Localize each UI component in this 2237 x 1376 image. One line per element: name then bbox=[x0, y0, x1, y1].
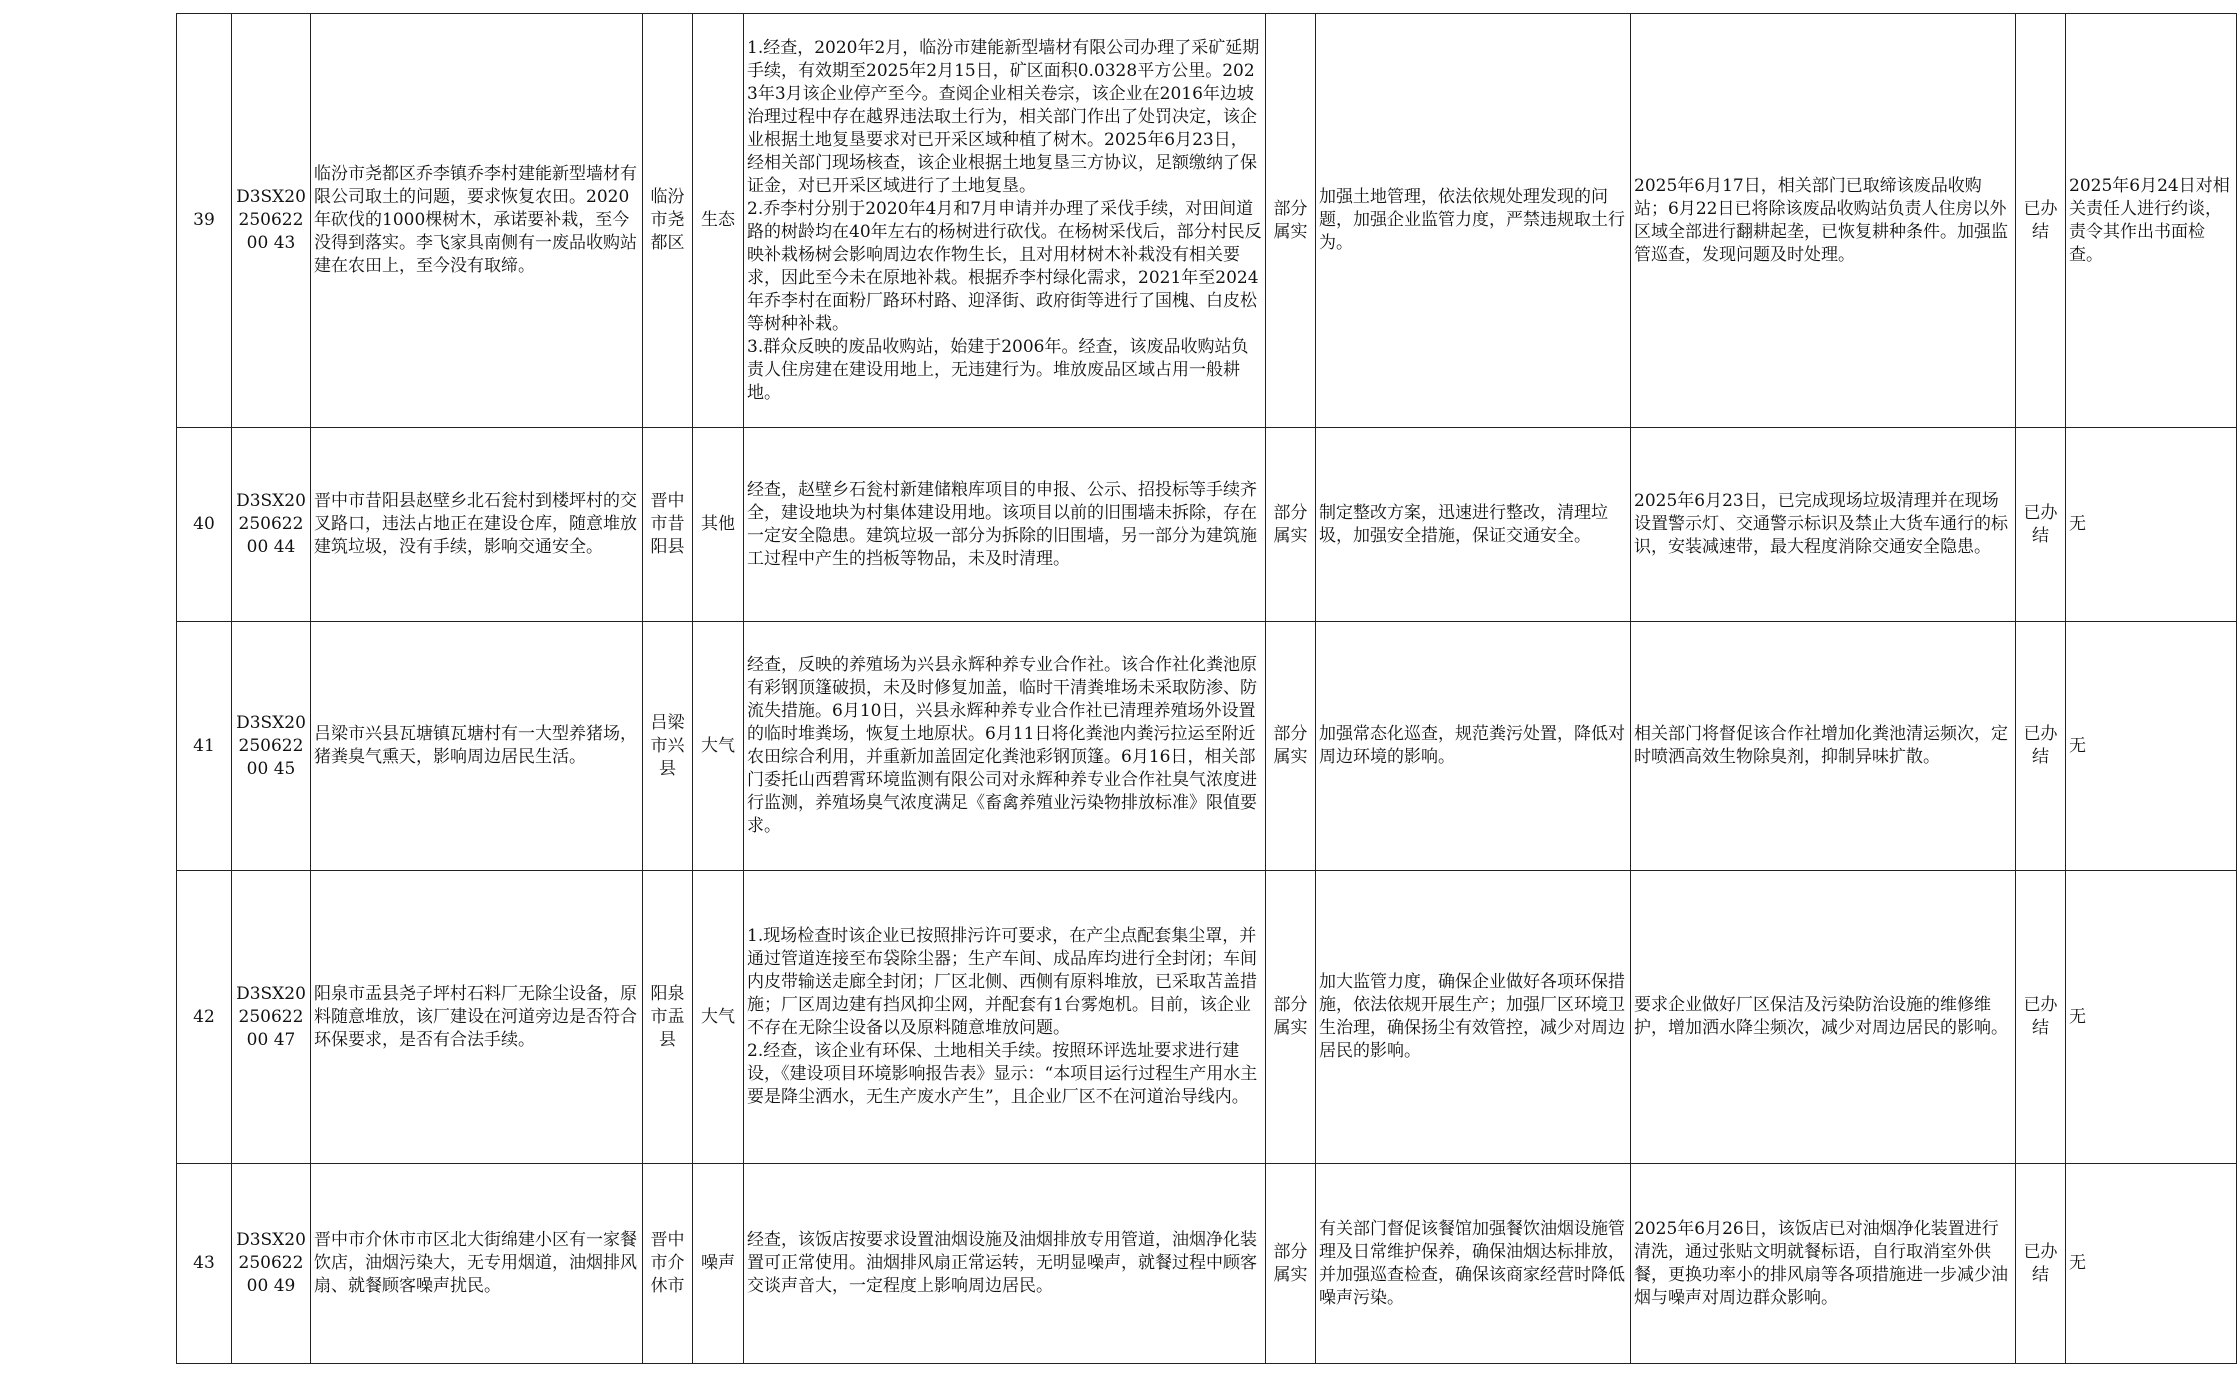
rectification-progress: 要求企业做好厂区保洁及污染防治设施的维修维护，增加洒水降尘频次，减少对周边居民的影响。 bbox=[1631, 871, 2016, 1164]
table-row bbox=[177, 1164, 2237, 1364]
rectification-progress: 2025年6月26日，该饭店已对油烟净化装置进行清洗，通过张贴文明就餐标语，自行取消室外供餐，更换功率小的排风扇等各项措施进一步减少油烟与噪声对周边群众影响。 bbox=[1631, 1164, 2016, 1364]
pollution-category: 其他 bbox=[693, 428, 744, 622]
table-row bbox=[177, 871, 2237, 1164]
investigation-result: 经查，该饭店按要求设置油烟设施及油烟排放专用管道，油烟净化装置可正常使用。油烟排风扇正常运转，无明显噪声，就餐过程中顾客交谈声音大，一定程度上影响周边居民。 bbox=[744, 1164, 1266, 1364]
rectification-measures: 加大监管力度，确保企业做好各项环保措施，依法依规开展生产；加强厂区环境卫生治理，确保扬尘有效管控，减少对周边居民的影响。 bbox=[1316, 871, 1631, 1164]
handling-status: 已办结 bbox=[2016, 871, 2066, 1164]
complaint-content: 吕梁市兴县瓦塘镇瓦塘村有一大型养猪场，猪粪臭气熏天，影响周边居民生活。 bbox=[311, 622, 643, 871]
accountability: 无 bbox=[2066, 428, 2237, 622]
complaint-content: 晋中市介休市市区北大街绵建小区有一家餐饮店，油烟污染大，无专用烟道，油烟排风扇、就餐顾客噪声扰民。 bbox=[311, 1164, 643, 1364]
investigation-result: 经查，赵壁乡石瓮村新建储粮库项目的申报、公示、招投标等手续齐全，建设地块为村集体建设用地。该项目以前的旧围墙未拆除，存在一定安全隐患。建筑垃圾一部分为拆除的旧围墙，另一部分为建筑施工过程中产生的挡板等物品，未及时清理。 bbox=[744, 428, 1266, 622]
case-code: D3SX2025062200 47 bbox=[232, 871, 311, 1164]
handling-status: 已办结 bbox=[2016, 14, 2066, 428]
verification-finding: 部分属实 bbox=[1266, 14, 1316, 428]
region: 阳泉市盂县 bbox=[643, 871, 693, 1164]
row-number: 41 bbox=[177, 622, 232, 871]
row-number: 40 bbox=[177, 428, 232, 622]
verification-finding: 部分属实 bbox=[1266, 871, 1316, 1164]
row-number: 42 bbox=[177, 871, 232, 1164]
accountability: 无 bbox=[2066, 871, 2237, 1164]
accountability: 无 bbox=[2066, 1164, 2237, 1364]
investigation-result: 1.经查，2020年2月，临汾市建能新型墙材有限公司办理了采矿延期手续，有效期至2025年2月15日，矿区面积0.0328平方公里。2023年3月该企业停产至今。查阅企业相关卷宗，该企业在2016年边坡治理过程中存在越界违法取土行为，相关部门作出了处罚决定，该企业根据土地复垦要求对已开采区域种植了树木。2025年6月23日，经相关部门现场核查，该企业根据土地复垦三方协议，足额缴纳了保证金，对已开采区域进行了土地复垦。 2.乔李村分别于2020年4月和7月申请并办理了采伐手续，对田间道路的树龄均在40年左右的杨树进行砍伐。在杨树采伐后，部分村民反映补栽杨树会影响周边农作物生长，且对用材树木补栽没有相关要求，因此至今未在原地补栽。根据乔李村绿化需求，2021年至2024年乔李村在面粉厂路环村路、迎泽街、政府街等进行了国槐、白皮松等树种补栽。 3.群众反映的废品收购站，始建于2006年。经查，该废品收购站负责人住房建在建设用地上，无违建行为。堆放废品区域占用一般耕地。 bbox=[744, 14, 1266, 428]
region: 晋中市介休市 bbox=[643, 1164, 693, 1364]
region: 临汾市尧都区 bbox=[643, 14, 693, 428]
case-code: D3SX2025062200 44 bbox=[232, 428, 311, 622]
table-row bbox=[177, 14, 2237, 428]
pollution-category: 大气 bbox=[693, 871, 744, 1164]
table-row bbox=[177, 428, 2237, 622]
row-number: 43 bbox=[177, 1164, 232, 1364]
pollution-category: 噪声 bbox=[693, 1164, 744, 1364]
investigation-result: 1.现场检查时该企业已按照排污许可要求，在产尘点配套集尘罩，并通过管道连接至布袋除尘器；生产车间、成品库均进行全封闭；车间内皮带输送走廊全封闭；厂区北侧、西侧有原料堆放，已采取苫盖措施；厂区周边建有挡风抑尘网，并配套有1台雾炮机。目前，该企业不存在无除尘设备以及原料随意堆放问题。 2.经查，该企业有环保、土地相关手续。按照环评选址要求进行建设，《建设项目环境影响报告表》显示：“本项目运行过程生产用水主要是降尘洒水，无生产废水产生”，且企业厂区不在河道治导线内。 bbox=[744, 871, 1266, 1164]
handling-status: 已办结 bbox=[2016, 428, 2066, 622]
case-code: D3SX2025062200 43 bbox=[232, 14, 311, 428]
rectification-measures: 加强土地管理，依法依规处理发现的问题，加强企业监管力度，严禁违规取土行为。 bbox=[1316, 14, 1631, 428]
case-code: D3SX2025062200 45 bbox=[232, 622, 311, 871]
verification-finding: 部分属实 bbox=[1266, 622, 1316, 871]
table-row bbox=[177, 622, 2237, 871]
rectification-measures: 制定整改方案，迅速进行整改，清理垃圾，加强安全措施，保证交通安全。 bbox=[1316, 428, 1631, 622]
case-code: D3SX2025062200 49 bbox=[232, 1164, 311, 1364]
complaint-content: 晋中市昔阳县赵壁乡北石瓮村到楼坪村的交叉路口，违法占地正在建设仓库，随意堆放建筑垃圾，没有手续，影响交通安全。 bbox=[311, 428, 643, 622]
handling-status: 已办结 bbox=[2016, 622, 2066, 871]
investigation-result: 经查，反映的养殖场为兴县永辉种养专业合作社。该合作社化粪池原有彩钢顶篷破损，未及时修复加盖，临时干清粪堆场未采取防渗、防流失措施。6月10日，兴县永辉种养专业合作社已清理养殖场外设置的临时堆粪场，恢复土地原状。6月11日将化粪池内粪污拉运至附近农田综合利用，并重新加盖固定化粪池彩钢顶篷。6月16日，相关部门委托山西碧霄环境监测有限公司对永辉种养专业合作社臭气浓度进行监测，养殖场臭气浓度满足《畜禽养殖业污染物排放标准》限值要求。 bbox=[744, 622, 1266, 871]
complaint-content: 临汾市尧都区乔李镇乔李村建能新型墙材有限公司取土的问题，要求恢复农田。2020年砍伐的1000棵树木，承诺要补栽，至今没得到落实。李飞家具南侧有一废品收购站建在农田上，至今没有取缔。 bbox=[311, 14, 643, 428]
accountability: 无 bbox=[2066, 622, 2237, 871]
complaint-table bbox=[176, 13, 2237, 1364]
row-number: 39 bbox=[177, 14, 232, 428]
handling-status: 已办结 bbox=[2016, 1164, 2066, 1364]
table-body bbox=[177, 14, 2237, 1364]
pollution-category: 生态 bbox=[693, 14, 744, 428]
accountability: 2025年6月24日对相关责任人进行约谈，责令其作出书面检查。 bbox=[2066, 14, 2237, 428]
complaint-content: 阳泉市盂县尧子坪村石料厂无除尘设备，原料随意堆放，该厂建设在河道旁边是否符合环保要求，是否有合法手续。 bbox=[311, 871, 643, 1164]
region: 晋中市昔阳县 bbox=[643, 428, 693, 622]
verification-finding: 部分属实 bbox=[1266, 1164, 1316, 1364]
rectification-progress: 2025年6月23日，已完成现场垃圾清理并在现场设置警示灯、交通警示标识及禁止大货车通行的标识，安装减速带，最大程度消除交通安全隐患。 bbox=[1631, 428, 2016, 622]
rectification-measures: 有关部门督促该餐馆加强餐饮油烟设施管理及日常维护保养，确保油烟达标排放，并加强巡查检查，确保该商家经营时降低噪声污染。 bbox=[1316, 1164, 1631, 1364]
document-page bbox=[176, 13, 2230, 1364]
verification-finding: 部分属实 bbox=[1266, 428, 1316, 622]
region: 吕梁市兴县 bbox=[643, 622, 693, 871]
rectification-progress: 相关部门将督促该合作社增加化粪池清运频次，定时喷洒高效生物除臭剂，抑制异味扩散。 bbox=[1631, 622, 2016, 871]
pollution-category: 大气 bbox=[693, 622, 744, 871]
rectification-progress: 2025年6月17日，相关部门已取缔该废品收购站；6月22日已将除该废品收购站负责人住房以外区域全部进行翻耕起垄，已恢复耕种条件。加强监管巡查，发现问题及时处理。 bbox=[1631, 14, 2016, 428]
rectification-measures: 加强常态化巡查，规范粪污处置，降低对周边环境的影响。 bbox=[1316, 622, 1631, 871]
